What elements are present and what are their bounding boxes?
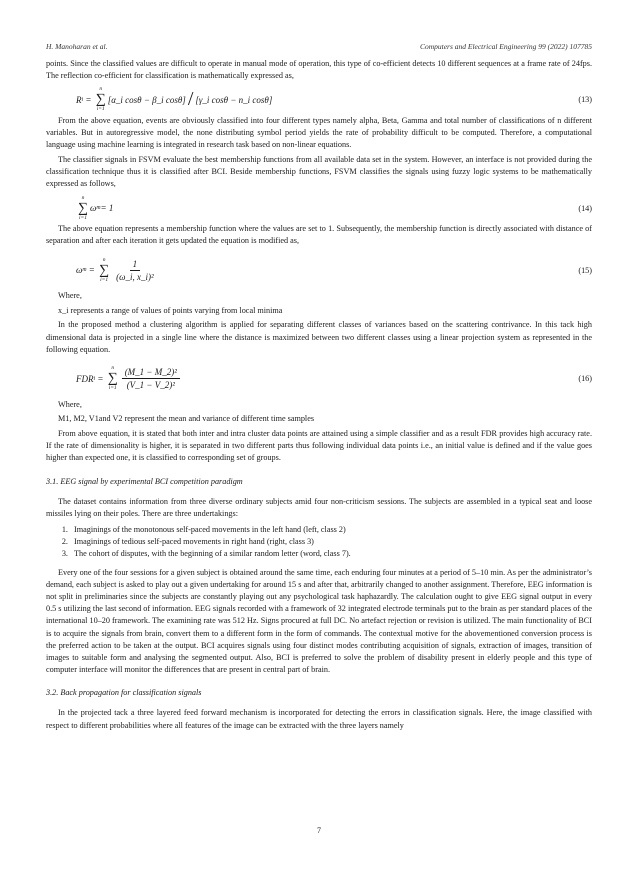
equation-13: R i = n ∑ i=1 [α_i cosθ − β_i cosθ] / [γ_i cosθ − n_i cosθ] (13) <box>76 86 592 113</box>
sigma-glyph: ∑ <box>95 92 106 108</box>
header-authors: H. Manoharan et al. <box>46 42 108 51</box>
sigma-glyph: ∑ <box>107 371 118 387</box>
paragraph: The dataset contains information from three diverse ordinary subjects amid four non-criticism sessions. The subjects are assembled in a typical seat and loose missiles lying on their poles. There are three undertakings: <box>46 496 592 518</box>
eq15-denominator: (ω_i, x_i)² <box>116 271 154 282</box>
equation-14 <box>46 193 592 223</box>
eq16-numerator: (M_1 − M_2)² <box>122 367 180 379</box>
paragraph: From the above equation, events are obviously classified into four different types namely alpha, Beta, Gamma and total number of classifications of n different variables. But in autoregressive model, the none distributing symbol period yields the rate of probability difficult to be computed. Therefore, a computational language using machine learning is integrated in research task based on non-linear equations. <box>46 115 592 150</box>
eq13-numerator: [α_i cosθ − β_i cosθ] <box>107 94 186 105</box>
summation-symbol <box>99 257 109 284</box>
eq13-denominator: [γ_i cosθ − n_i cosθ] <box>195 94 273 105</box>
sum-upper-limit: n <box>81 194 85 201</box>
variable-definition: M1, M2, V1and V2 represent the mean and variance of different time samples <box>58 414 315 424</box>
paragraph: From above equation, it is stated that both inter and intra cluster data points are attained using a simple classifier and as a result FDR provides high accuracy rate. If the rate of dimensionality is higher, it is separated in two different parts thus following individual data points i.e., an initial value is defined and if the value goes higher than expected one, it is classified to corresponding set of groups. <box>46 428 592 463</box>
sigma-glyph: ∑ <box>99 262 110 278</box>
fraction-slash: / <box>187 88 194 111</box>
list-item: 1. Imaginings of the monotonous self-paced movements in the left hand (left, class 2) <box>70 524 592 536</box>
task-list <box>46 524 592 561</box>
sigma-glyph: ∑ <box>78 200 88 216</box>
eq13-lhs-sub: i <box>81 96 84 103</box>
summation-symbol <box>78 195 88 222</box>
summation-symbol <box>96 86 106 113</box>
equation-15: ω m = n ∑ i=1 $\frac{1}{\text{(ω\_i, x\_i)²}}$ (15) <box>76 256 592 283</box>
paragraph: In the projected tack a three layered feed forward mechanism is incorporated for detecting the errors in classification signals. Here, the image classified with respect to different probabilities where all features of the image can be extracted with the three layers namely <box>46 708 592 730</box>
sum-upper-limit: n <box>111 365 115 372</box>
section-heading: 3.1. EEG signal by experimental BCI competition paradigm <box>46 476 243 486</box>
equation-number: (16) <box>578 374 592 384</box>
eq15-lhs-sub: m <box>82 267 87 274</box>
eq14-sub: m <box>96 205 101 212</box>
fraction <box>122 367 180 390</box>
sum-lower-limit: i=1 <box>100 276 109 283</box>
eq14-rhs: = 1 <box>100 203 114 214</box>
equation-number: (14) <box>578 203 592 213</box>
section-heading: 3.2. Back propagation for classification signals <box>46 688 202 698</box>
paragraph: The above equation represents a membership function where the values are set to 1. Subsequently, the membership function is directly associated with distance of separation and after each iteration it gets updated the equation is modified as, <box>46 224 592 246</box>
eq16-lhs: FDR <box>76 373 94 384</box>
header-journal: Computers and Electrical Engineering 99 (2022) 107785 <box>419 42 592 51</box>
page-number: 7 <box>317 826 321 835</box>
paragraph: In the proposed method a clustering algorithm is applied for separating different classes of variances based on the scattering contrivance. In this tack high dimensional data is projected in a single line where the distance is maximized between two different classes using a linear projection system as represented in the following equation. <box>46 320 592 354</box>
variable-definition: x_i represents a range of values of points varying from local minima <box>58 305 283 315</box>
eq13-lhs: R <box>76 94 82 105</box>
paragraph: Every one of the four sessions for a given subject is obtained around the same time, each enduring four minutes at a period of 5–10 min. As per the administrator’s demand, each subject is asked to play out a given undertaking for around 15 s and after that, arbitrarily changed to another assignment. Therefore, EEG information is not split in preliminaries since the subjects are constantly playing out any psychological task haphazardly. The calculation ought to give EEG signal output in every 0.5 s utilizing the last second of information. EEG signals recorded with a framework of 32 integrated electrode terminals put to the brain as per standard places of the international 10–20 framework. The examining rate was 512 Hz. Signs procured at full DC. No artefact rejection or revision is utilized. The main functionality of BCI is to acquire the signals from brain, convert them to a different form in the form of commands. The contextual motive for the abovementioned conversion process is the preferred action to be taken at the output. BCI acquires signals using four distinct modes contributing acquisition of signals, extraction of images, transition of images to suitable form and analysing the segmented output. Also, BCI is preferred to solve the problem of disability present in elderly people and this type of computer interface will monitor the differences that are present in central part of brain. <box>46 567 592 675</box>
summation-symbol <box>108 365 118 392</box>
sum-lower-limit: i=1 <box>108 385 117 392</box>
sum-upper-limit: n <box>99 86 103 93</box>
running-header <box>46 42 592 51</box>
eq15-numerator: 1 <box>130 259 141 271</box>
paragraph: The classifier signals in FSVM evaluate the best membership functions from all available data set in the system. However, an interface is not provided during the classification technique thus it is classified after BCI. Beside membership functions, FSVM classifies the signals using fuzzy logic systems to be mathematically expressed as follows, <box>46 155 592 189</box>
equation-number: (13) <box>578 95 592 105</box>
list-item: 2. Imaginings of tedious self-paced movements in right hand (right, class 3) <box>70 536 592 548</box>
sum-upper-limit: n <box>102 256 106 263</box>
eq15-lhs: ω <box>76 265 83 276</box>
list-item: 3. The cohort of disputes, with the beginning of a similar random letter (word, class 7). <box>70 548 592 560</box>
equation-number: (15) <box>578 265 592 275</box>
eq14-body: ω <box>89 203 97 214</box>
sum-lower-limit: i=1 <box>78 214 87 221</box>
body-text <box>46 58 592 734</box>
paragraph: points. Since the classified values are difficult to operate in manual mode of operation, this type of co-efficient detects 10 different sequences at a frame rate of 24fps. The reflection co-efficient for classification is mathematically expressed as, <box>46 59 592 81</box>
fraction <box>113 259 157 282</box>
where-label: Where, <box>58 399 82 409</box>
where-label: Where, <box>58 291 82 301</box>
sum-lower-limit: i=1 <box>96 106 105 113</box>
eq16-lhs-sub: i <box>93 375 96 382</box>
eq16-denominator: (V_1 − V_2)² <box>126 380 175 391</box>
equation-16: FDR i = n ∑ i=1 $\frac{\text{(M\_1 − M\_2)²}}{\text{(V\_1 − V\_2)²}}$ (16) <box>76 365 592 392</box>
